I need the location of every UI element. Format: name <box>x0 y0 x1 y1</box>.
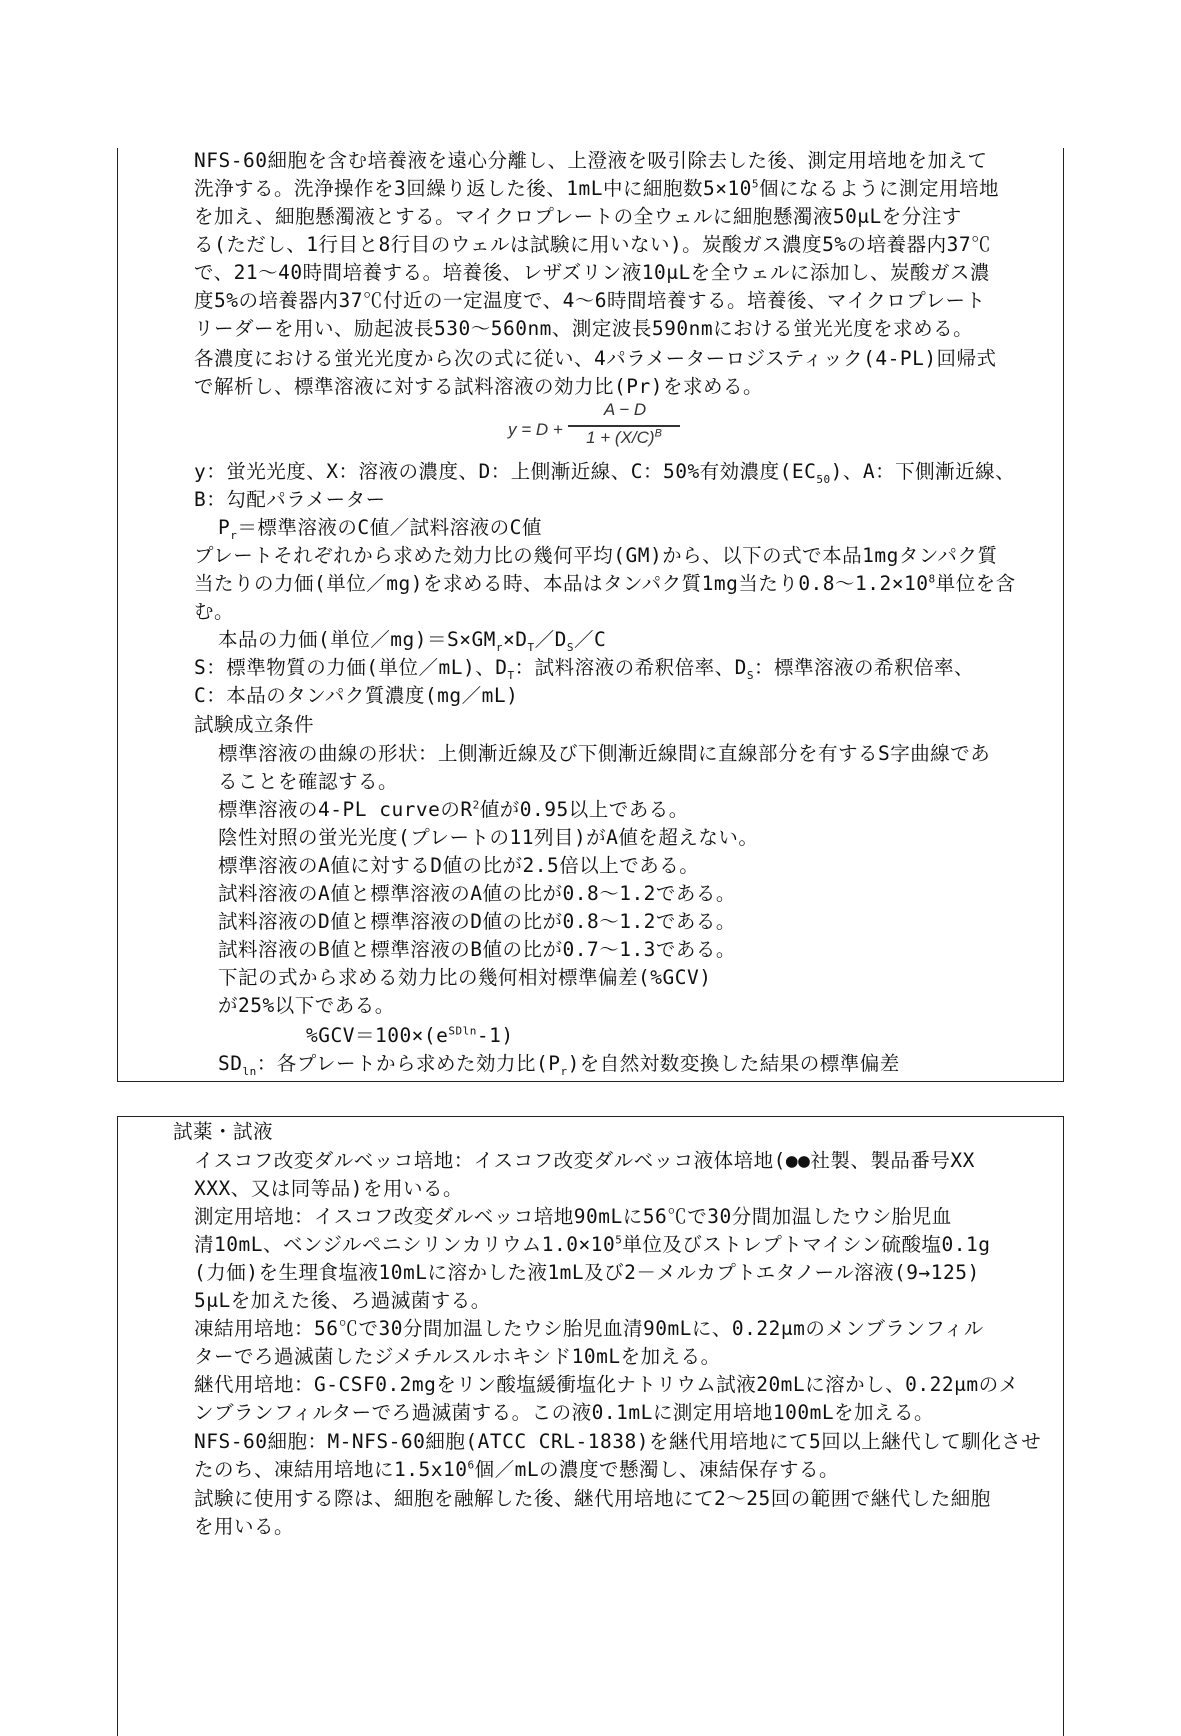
condition-line: 下記の式から求める効力比の幾何相対標準偏差(%GCV) <box>218 966 712 989</box>
text-line: 試験に使用する際は、細胞を融解した後、継代用培地にて2～25回の範囲で継代した細胞 <box>194 1487 991 1510</box>
text-line: イスコフ改変ダルベッコ培地：イスコフ改変ダルベッコ液体培地(●●社製、製品番号XX <box>194 1149 975 1172</box>
text-line: プレートそれぞれから求めた効力比の幾何平均(GM)から、以下の式で本品1mgタンパク質 <box>194 544 998 567</box>
text-line: 凍結用培地：56℃で30分間加温したウシ胎児血清90mLに、0.22μmのメンブランフィル <box>194 1317 984 1340</box>
text-line: 測定用培地：イスコフ改変ダルベッコ培地90mLに56℃で30分間加温したウシ胎児血 <box>194 1205 952 1228</box>
regression-formula: y = D + A − D $1 + (X/C)^B$ <box>508 400 678 458</box>
text-line: (力価)を生理食塩液10mLに溶かした液1mL及び2－メルカプトエタノール溶液(9→125) <box>194 1261 980 1284</box>
condition-line: 試料溶液のA値と標準溶液のA値の比が0.8～1.2である。 <box>218 882 736 905</box>
text-line: B：勾配パラメーター <box>194 488 386 511</box>
condition-line: 試料溶液のD値と標準溶液のD値の比が0.8～1.2である。 <box>218 910 736 933</box>
text-line: たのち、凍結用培地に$1.5x10^6$個／mLの濃度で懸濁し、凍結保存する。 <box>194 1458 840 1481</box>
condition-line: が25%以下である。 <box>218 994 395 1017</box>
section-heading: 試薬・試液 <box>173 1120 274 1143</box>
text-line: 本品の力価(単位$/mg)=S\times GM_r\times D_T/D_S/C$ <box>218 628 607 654</box>
condition-line: ることを確認する。 <box>218 770 399 793</box>
text-line: NFS-60細胞を含む培養液を遠心分離し、上澄液を吸引除去した後、測定用培地を加えて <box>194 149 988 172</box>
condition-line: 標準溶液の4-PL curveの$R^2$値が0.95以上である。 <box>218 798 689 821</box>
text-line: リーダーを用い、励起波長530～560nm、測定波長590nmにおける蛍光光度を求める。 <box>194 317 974 340</box>
text-line: $P_r=$標準溶液のC値／試料溶液のC値 <box>218 516 542 542</box>
text-line: XXX、又は同等品)を用いる。 <box>194 1177 463 1200</box>
text-line: y：蛍光光度、X：溶液の濃度、D：上側漸近線、C：50%有効濃度$(EC_{50})$、A：下側漸近線、 <box>194 460 1016 486</box>
text-line: で、21～40時間培養する。培養後、レザズリン液10μLを全ウェルに添加し、炭酸ガス濃 <box>194 261 990 284</box>
text-line: を加え、細胞懸濁液とする。マイクロプレートの全ウェルに細胞懸濁液50μLを分注す <box>194 205 962 228</box>
text-line: C：本品のタンパク質濃度(mg／mL) <box>194 684 519 707</box>
text-line: む。 <box>194 600 235 623</box>
condition-line: 試料溶液のB値と標準溶液のB値の比が0.7～1.3である。 <box>218 938 736 961</box>
text-line: を用いる。 <box>194 1515 295 1538</box>
condition-line: 標準溶液のA値に対するD値の比が2.5倍以上である。 <box>218 854 700 877</box>
text-line: 当たりの力価(単位／mg)を求める時、本品はタンパク質1mg当たり$0.8\sim 1.2\times 10^8$単位を含 <box>194 572 1016 595</box>
text-line: 清10mL、ベンジルペニシリンカリウム$1.0\times 10^5$単位及びストレプトマイシン硫酸塩0.1g <box>194 1233 991 1256</box>
text-line: る(ただし、1行目と8行目のウェルは試験に用いない)。炭酸ガス濃度5%の培養器内37℃ <box>194 233 992 256</box>
section-title: 試験成立条件 <box>194 713 315 736</box>
condition-line: 標準溶液の曲線の形状：上側漸近線及び下側漸近線間に直線部分を有するS字曲線であ <box>218 742 991 765</box>
gcv-formula: $\%GCV=100\times(e^{SDln}-1)$ <box>306 1024 514 1047</box>
text-line: 継代用培地：G-CSF0.2mgをリン酸塩緩衝塩化ナトリウム試液20mLに溶かし、0.22μmのメ <box>194 1373 1019 1396</box>
text-line: NFS-60細胞：M-NFS-60細胞(ATCC CRL-1838)を継代用培地にて5回以上継代して馴化させ <box>194 1430 1042 1453</box>
text-line: ンブランフィルターでろ過滅菌する。この液0.1mLに測定用培地100mLを加える。 <box>194 1401 935 1424</box>
text-line: $SD_{ln}$：各プレートから求めた効力比$(P_r)$を自然対数変換した結果の標準偏差 <box>218 1052 900 1078</box>
condition-line: 陰性対照の蛍光光度(プレートの11列目)がA値を超えない。 <box>218 826 759 849</box>
text-line: 5μLを加えた後、ろ過滅菌する。 <box>194 1289 491 1312</box>
text-line: 洗浄する。洗浄操作を3回繰り返した後、1mL中に細胞数$5\times 10^5$個になるように測定用培地 <box>194 177 1000 200</box>
text-line: ターでろ過滅菌したジメチルスルホキシド10mLを加える。 <box>194 1345 721 1368</box>
text-line: 度5%の培養器内37℃付近の一定温度で、4～6時間培養する。培養後、マイクロプレート <box>194 289 986 312</box>
text-line: S：標準物質の力価(単位／mL)、$D_T$：試料溶液の希釈倍率、$D_S$：標準溶液の希釈倍率、 <box>194 656 974 682</box>
text-line: 各濃度における蛍光光度から次の式に従い、4パラメーターロジスティック(4-PL)回帰式 <box>194 347 997 370</box>
text-line: で解析し、標準溶液に対する試料溶液の効力比(Pr)を求める。 <box>194 375 763 398</box>
